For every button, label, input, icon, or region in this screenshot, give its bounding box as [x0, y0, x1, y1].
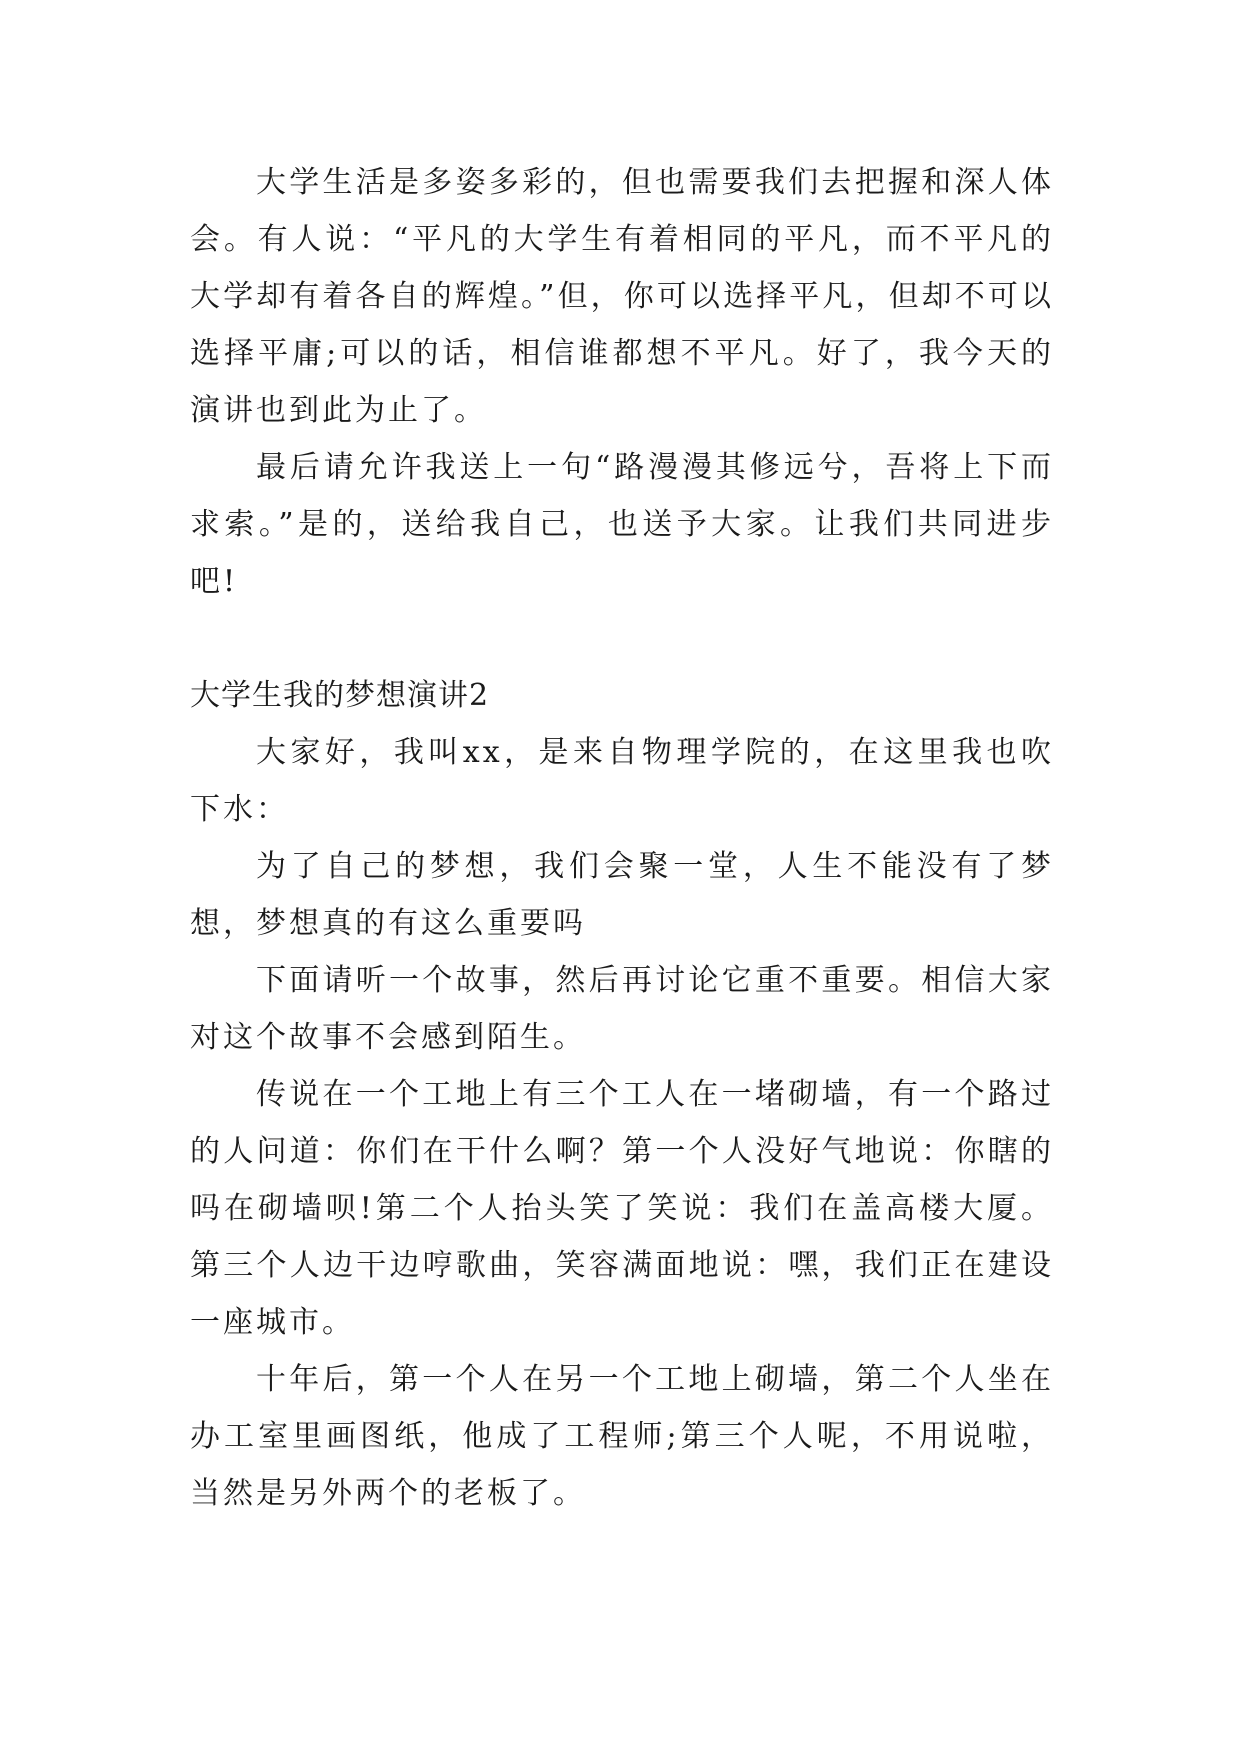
paragraph: 最后请允许我送上一句“路漫漫其修远兮，吾将上下而求索。”是的，送给我自己，也送予大家。让我们共同进步吧! [190, 450, 1054, 599]
paragraph: 传说在一个工地上有三个工人在一堵砌墙，有一个路过的人问道：你们在干什么啊？第一个人没好气地说：你瞎的吗在砌墙呗!第二个人抬头笑了笑说：我们在盖高楼大厦。第三个人边干边哼歌曲，笑容满面地说：嘿，我们正在建设一座城市。 [190, 1077, 1054, 1340]
paragraph: 大学生活是多姿多彩的，但也需要我们去把握和深人体会。有人说：“平凡的大学生有着相同的平凡，而不平凡的大学却有着各自的辉煌。”但，你可以选择平凡，但却不可以选择平庸;可以的话，相信谁都想不平凡。好了，我今天的演讲也到此为止了。 [190, 165, 1054, 428]
paragraph: 为了自己的梦想，我们会聚一堂，人生不能没有了梦想，梦想真的有这么重要吗 [190, 849, 1054, 941]
paragraph: 十年后，第一个人在另一个工地上砌墙，第二个人坐在办工室里画图纸，他成了工程师;第三个人呢，不用说啦，当然是另外两个的老板了。 [190, 1362, 1054, 1511]
paragraph: 下面请听一个故事，然后再讨论它重不重要。相信大家对这个故事不会感到陌生。 [190, 963, 1054, 1055]
document-body [190, 154, 1054, 1522]
blank-line [190, 610, 1054, 667]
paragraph: 大家好，我叫xx，是来自物理学院的，在这里我也吹下水： [190, 735, 1054, 827]
section-title: 大学生我的梦想演讲2 [190, 678, 490, 713]
